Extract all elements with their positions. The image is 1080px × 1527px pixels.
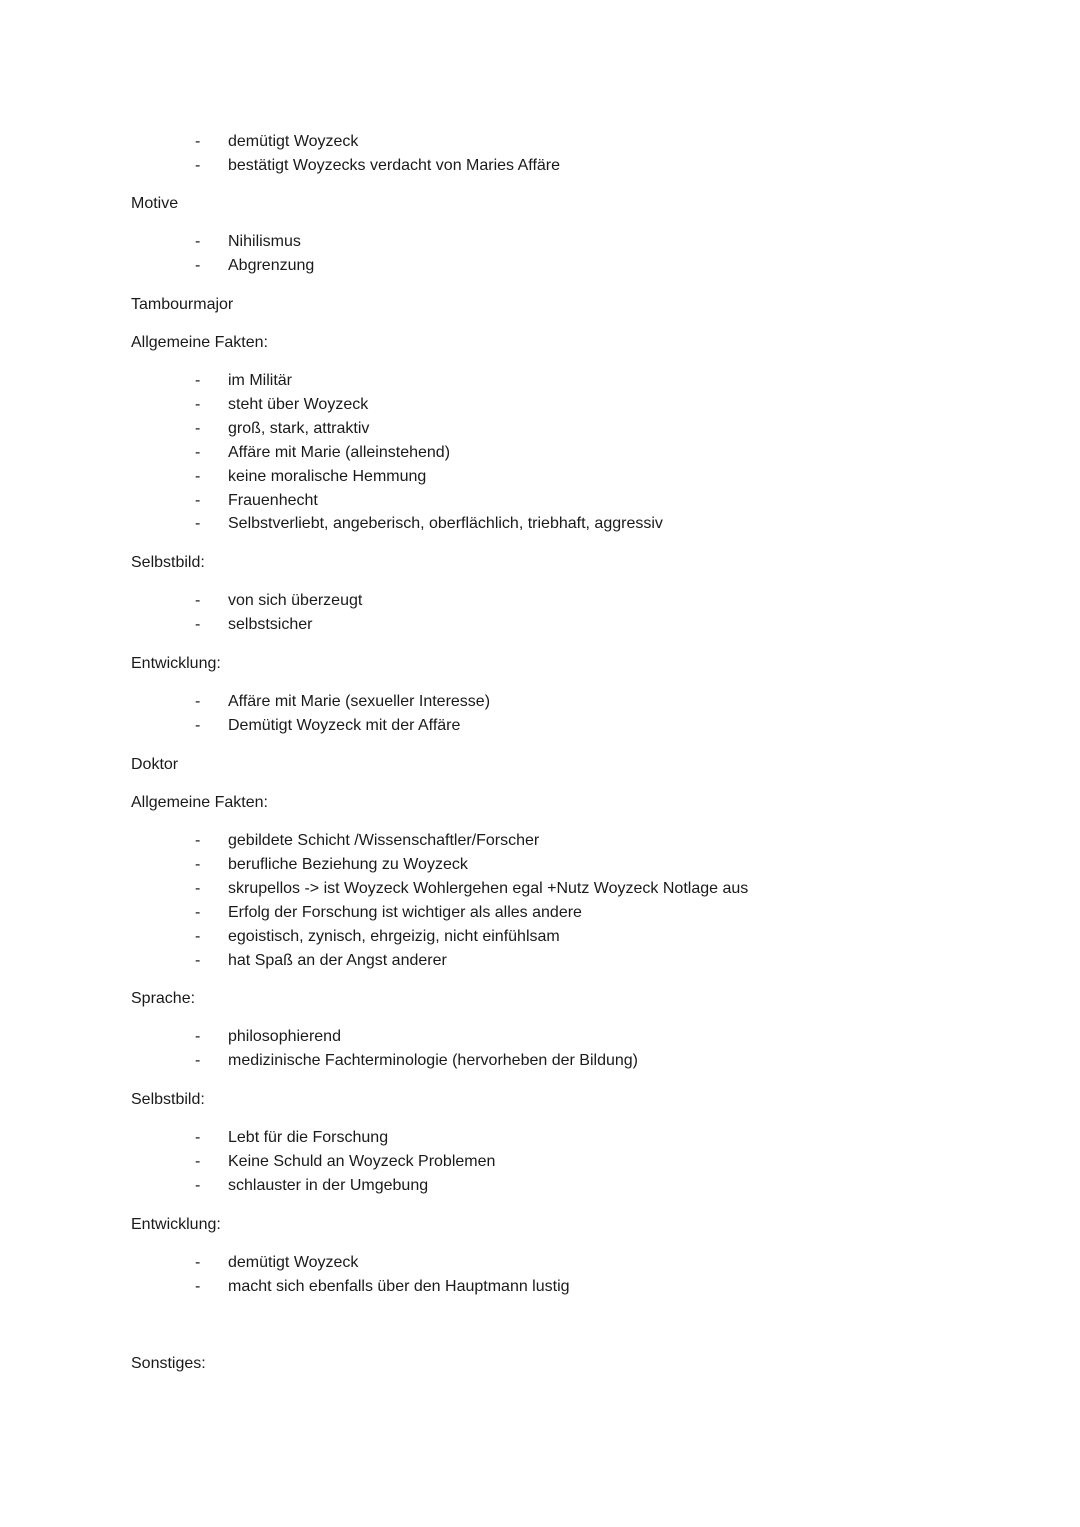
bullet-dash: -: [195, 233, 201, 250]
list-item: Keine Schuld an Woyzeck Problemen: [228, 1153, 496, 1170]
bullet-dash: -: [195, 616, 201, 633]
bullet-dash: -: [195, 468, 201, 485]
list-item: groß, stark, attraktiv: [228, 420, 370, 437]
section-heading: Entwicklung:: [131, 655, 221, 672]
list-item: Selbstverliebt, angeberisch, oberflächlich, triebhaft, aggressiv: [228, 515, 663, 532]
bullet-dash: -: [195, 492, 201, 509]
section-heading: Selbstbild:: [131, 1091, 205, 1108]
list-item: Affäre mit Marie (alleinstehend): [228, 444, 451, 461]
bullet-dash: -: [195, 1278, 201, 1295]
section-heading: Doktor: [131, 756, 179, 773]
section-heading: Allgemeine Fakten:: [131, 794, 268, 811]
bullet-dash: -: [195, 133, 201, 150]
list-item: gebildete Schicht /Wissenschaftler/Forscher: [228, 832, 540, 849]
bullet-dash: -: [195, 157, 201, 174]
list-item: Nihilismus: [228, 233, 301, 250]
bullet-dash: -: [195, 928, 201, 945]
bullet-dash: -: [195, 904, 201, 921]
section-heading: Motive: [131, 195, 179, 212]
bullet-dash: -: [195, 952, 201, 969]
list-item: Frauenhecht: [228, 492, 318, 509]
section-heading: Tambourmajor: [131, 296, 234, 313]
bullet-dash: -: [195, 717, 201, 734]
list-item: bestätigt Woyzecks verdacht von Maries Affäre: [228, 157, 561, 174]
bullet-dash: -: [195, 1254, 201, 1271]
list-item: demütigt Woyzeck: [228, 1254, 359, 1271]
list-item: von sich überzeugt: [228, 592, 363, 609]
list-item: Demütigt Woyzeck mit der Affäre: [228, 717, 461, 734]
bullet-dash: -: [195, 420, 201, 437]
bullet-dash: -: [195, 1129, 201, 1146]
bullet-dash: -: [195, 444, 201, 461]
bullet-dash: -: [195, 880, 201, 897]
section-heading: Sprache:: [131, 990, 196, 1007]
section-heading: Selbstbild:: [131, 554, 205, 571]
list-item: berufliche Beziehung zu Woyzeck: [228, 856, 468, 873]
list-item: macht sich ebenfalls über den Hauptmann lustig: [228, 1278, 570, 1295]
bullet-dash: -: [195, 396, 201, 413]
list-item: medizinische Fachterminologie (hervorheben der Bildung): [228, 1052, 638, 1069]
list-item: egoistisch, zynisch, ehrgeizig, nicht einfühlsam: [228, 928, 560, 945]
section-heading: Allgemeine Fakten:: [131, 334, 268, 351]
list-item: skrupellos -> ist Woyzeck Wohlergehen egal +Nutz Woyzeck Notlage aus: [228, 880, 749, 897]
section-heading: Sonstiges:: [131, 1355, 206, 1372]
list-item: Lebt für die Forschung: [228, 1129, 389, 1146]
list-item: steht über Woyzeck: [228, 396, 369, 413]
bullet-dash: -: [195, 1052, 201, 1069]
list-item: Abgrenzung: [228, 257, 315, 274]
bullet-dash: -: [195, 1028, 201, 1045]
bullet-dash: -: [195, 592, 201, 609]
bullet-dash: -: [195, 515, 201, 532]
bullet-dash: -: [195, 856, 201, 873]
section-heading: Entwicklung:: [131, 1216, 221, 1233]
list-item: keine moralische Hemmung: [228, 468, 427, 485]
list-item: im Militär: [228, 372, 292, 389]
bullet-dash: -: [195, 257, 201, 274]
list-item: demütigt Woyzeck: [228, 133, 359, 150]
list-item: Affäre mit Marie (sexueller Interesse): [228, 693, 491, 710]
bullet-dash: -: [195, 1153, 201, 1170]
bullet-dash: -: [195, 1177, 201, 1194]
list-item: philosophierend: [228, 1028, 341, 1045]
list-item: Erfolg der Forschung ist wichtiger als alles andere: [228, 904, 582, 921]
list-item: selbstsicher: [228, 616, 313, 633]
list-item: hat Spaß an der Angst anderer: [228, 952, 447, 969]
bullet-dash: -: [195, 372, 201, 389]
list-item: schlauster in der Umgebung: [228, 1177, 429, 1194]
bullet-dash: -: [195, 832, 201, 849]
bullet-dash: -: [195, 693, 201, 710]
